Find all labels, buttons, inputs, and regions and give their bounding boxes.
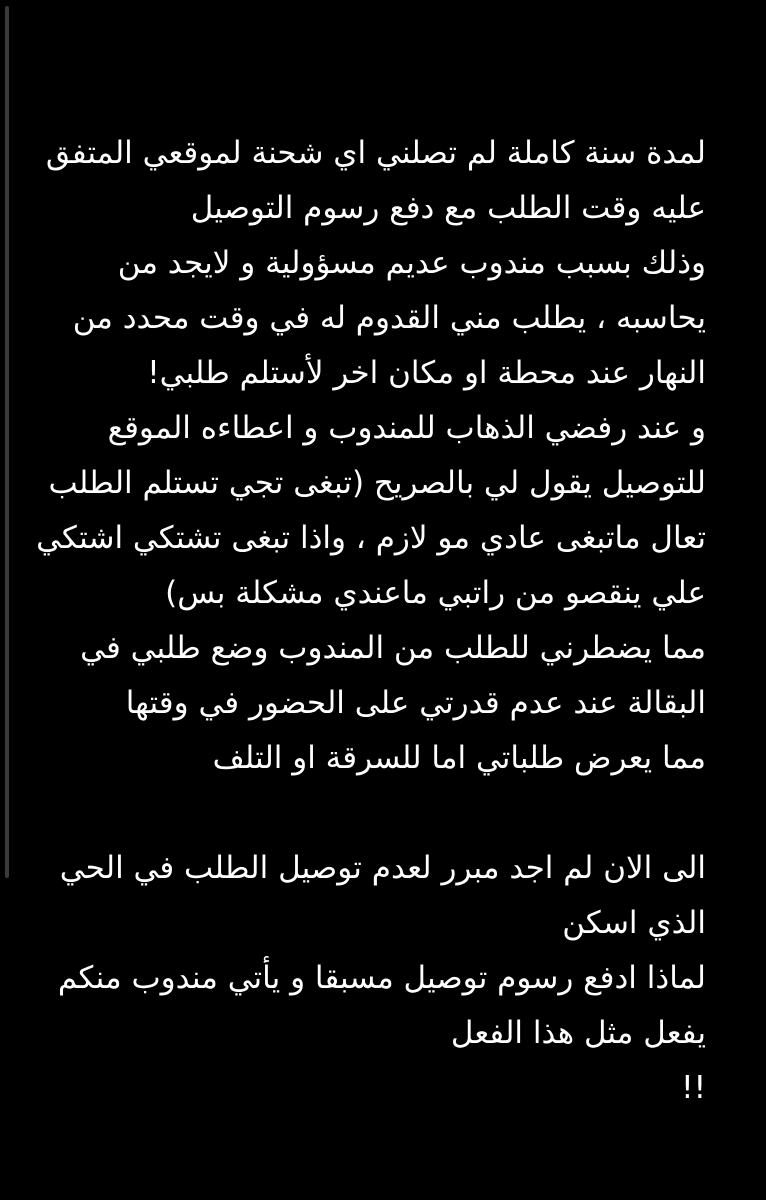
note-line: تعال ماتبغى عادي مو لازم ، واذا تبغى تشتكي اشتكي <box>36 520 706 556</box>
note-line: الذي اسكن <box>562 905 706 941</box>
note-line: مما يضطرني للطلب من المندوب وضع طلبي في <box>80 630 706 666</box>
note-line: للتوصيل يقول لي بالصريح (تبغى تجي تستلم الطلب <box>48 465 706 501</box>
note-line: يفعل مثل هذا الفعل <box>450 1015 706 1051</box>
blank-line <box>46 786 706 841</box>
note-line: عليه وقت الطلب مع دفع رسوم التوصيل <box>190 190 706 226</box>
note-line: مما يعرض طلباتي اما للسرقة او التلف <box>212 740 706 776</box>
note-line: لماذا ادفع رسوم توصيل مسبقا و يأتي مندوب منكم <box>57 960 706 996</box>
note-line: وذلك بسبب مندوب عديم مسؤولية و لايجد من <box>117 245 706 281</box>
note-line: البقالة عند عدم قدرتي على الحضور في وقتها <box>125 685 706 721</box>
note-line: يحاسبه ، يطلب مني القدوم له في وقت محدد من <box>72 300 706 336</box>
note-line: لمدة سنة كاملة لم تصلني اي شحنة لموقعي المتفق <box>45 135 706 171</box>
note-line: الى الان لم اجد مبرر لعدم توصيل الطلب في الحي <box>59 850 706 886</box>
note-line: علي ينقصو من راتبي ماعندي مشكلة بس) <box>165 575 706 611</box>
note-line: !! <box>681 1070 706 1106</box>
note-body[interactable] <box>36 126 706 1116</box>
note-line: النهار عند محطة او مكان اخر لأستلم طلبي! <box>147 355 706 391</box>
note-line: و عند رفضي الذهاب للمندوب و اعطاءه الموقع <box>107 410 706 446</box>
vertical-scrollbar[interactable] <box>5 6 9 878</box>
